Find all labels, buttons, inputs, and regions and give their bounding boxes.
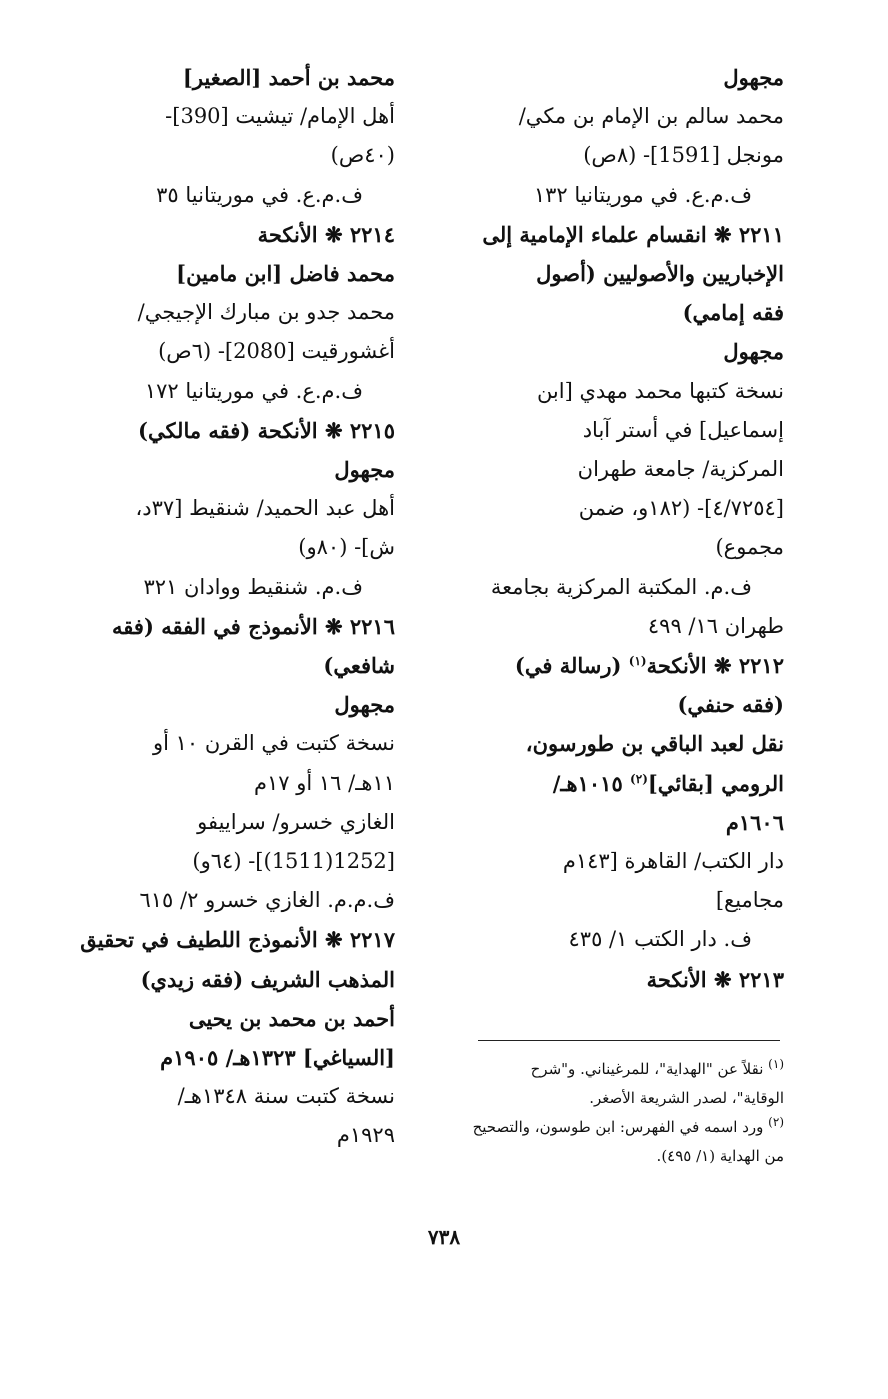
reference-line: ف. دار الكتب ١/ ٤٣٥ [568,927,752,952]
entry-title-text: (رسالة في) [514,653,629,679]
author-heading: محمد فاضل [ابن مامين] [176,261,395,287]
footnotes [452,1055,784,1171]
entry-title [452,646,784,685]
footnote-divider [478,1040,780,1041]
left-column [50,58,395,1156]
entry-line: مجموع) [715,535,784,560]
entry-line: ١١هـ/ ١٦ أو ١٧م [253,770,395,795]
footnote-text: نقلاً عن "الهداية"، للمرغيناني. و"شرح [530,1060,769,1078]
entry-title-cont: فقه إمامي) [682,300,784,326]
entry-title: ٢٢١٦ ❋ الأنموذج في الفقه (فقه [112,613,395,639]
entry-line: ش]- (٨٠و) [298,535,395,560]
entry-line: إسماعيل] في أستر آباد [582,417,784,442]
reference-line: ف.م. المكتبة المركزية بجامعة [490,574,752,599]
reference-line: ف.م.ع. في موريتانيا ١٣٢ [533,182,752,207]
entry-line: نسخة كتبها محمد مهدي [ابن [536,378,784,403]
footnote-ref: (٢) [630,771,648,786]
entry-title: ٢٢١٤ ❋ الأنكحة [257,221,395,247]
footnote-marker: (١) [768,1057,784,1071]
reference-line: ف.م. شنقيط ووادان ٣٢١ [143,574,363,599]
author-heading: مجهول [723,339,784,365]
entry-title: ٢٢١٣ ❋ الأنكحة [646,966,784,992]
entry-title: ٢٢١٥ ❋ الأنكحة (فقه مالكي) [138,417,395,443]
entry-line: دار الكتب/ القاهرة [١٤٣م [562,849,784,874]
entry-title: ٢٢١٧ ❋ الأنموذج اللطيف في تحقيق [80,927,395,953]
entry-line: محمد جدو بن مبارك الإجيجي/ [137,300,395,325]
author-heading: محمد بن أحمد [الصغير] [182,65,395,90]
entry-title-cont: الإخباريين والأصوليين (أصول [536,261,784,287]
author-heading [452,764,784,803]
entry-line: أهل الإمام/ تيشيت [390]- [165,104,395,129]
footnote-marker: (٢) [768,1115,784,1129]
entry-line: أهل عبد الحميد/ شنقيط [٣٧د، [135,496,395,521]
author-heading: مجهول [723,65,784,90]
entry-title-cont: المذهب الشريف (فقه زيدي) [140,966,395,992]
entry-line: (٤٠ص) [330,143,395,168]
right-column [452,58,784,999]
entry-line: [٤/٧٢٥٤]- (١٨٢و، ضمن [578,496,784,521]
entry-title: ٢٢١١ ❋ انقسام علماء الإمامية إلى [482,221,784,247]
author-heading: مجهول [334,457,395,483]
entry-line: مجاميع] [715,888,784,913]
entry-line: نسخة كتبت في القرن ١٠ أو [152,731,395,756]
footnote-2-cont: من الهداية (١/ ٤٩٥). [656,1147,784,1165]
reference-line: ف.م.م. الغازي خسرو ٢/ ٦١٥ [139,888,395,913]
entry-line: المركزية/ جامعة طهران [577,457,784,482]
author-text: ١٠١٥هـ/ [552,770,631,796]
footnote-text: ورد اسمه في الفهرس: ابن طوسون، والتصحيح [472,1118,769,1136]
footnote-2 [452,1113,784,1142]
entry-title-cont: (فقه حنفي) [677,692,784,718]
reference-line: ف.م.ع. في موريتانيا ٣٥ [156,182,363,207]
reference-line: طهران ١٦/ ٤٩٩ [647,613,784,638]
author-heading: ١٦٠٦م [725,809,784,835]
footnote-1-cont: الوقاية"، لصدر الشريعة الأصغر. [589,1089,784,1107]
reference-line: ف.م.ع. في موريتانيا ١٧٢ [144,378,363,403]
footnote-ref: (١) [628,654,647,669]
entry-title-cont: شافعي) [323,653,395,679]
footnote-1 [452,1055,784,1084]
author-heading: [السياغي] ١٣٢٣هـ/ ١٩٠٥م [160,1045,395,1071]
author-heading: نقل لعبد الباقي بن طورسون، [525,731,784,757]
entry-line: محمد سالم بن الإمام بن مكي/ [518,104,784,129]
entry-line: أغشورقيت [2080]- (٦ص) [158,339,395,364]
entry-line: الغازي خسرو/ سراييفو [197,809,395,834]
author-text: الرومي [بقائي] [647,770,784,796]
author-heading: أحمد بن محمد بن يحيى [188,1005,395,1031]
entry-line: [1252(1511)]- (٦٤و) [192,849,395,874]
page-number: ٧٣٨ [427,1225,461,1249]
entry-line: ١٩٢٩م [336,1123,395,1148]
author-heading: مجهول [334,692,395,718]
entry-title-text: ٢٢١٢ ❋ الأنكحة [646,653,784,679]
entry-line: مونجل [1591]- (٨ص) [583,143,784,168]
entry-line: نسخة كتبت سنة ١٣٤٨هـ/ [177,1084,395,1109]
